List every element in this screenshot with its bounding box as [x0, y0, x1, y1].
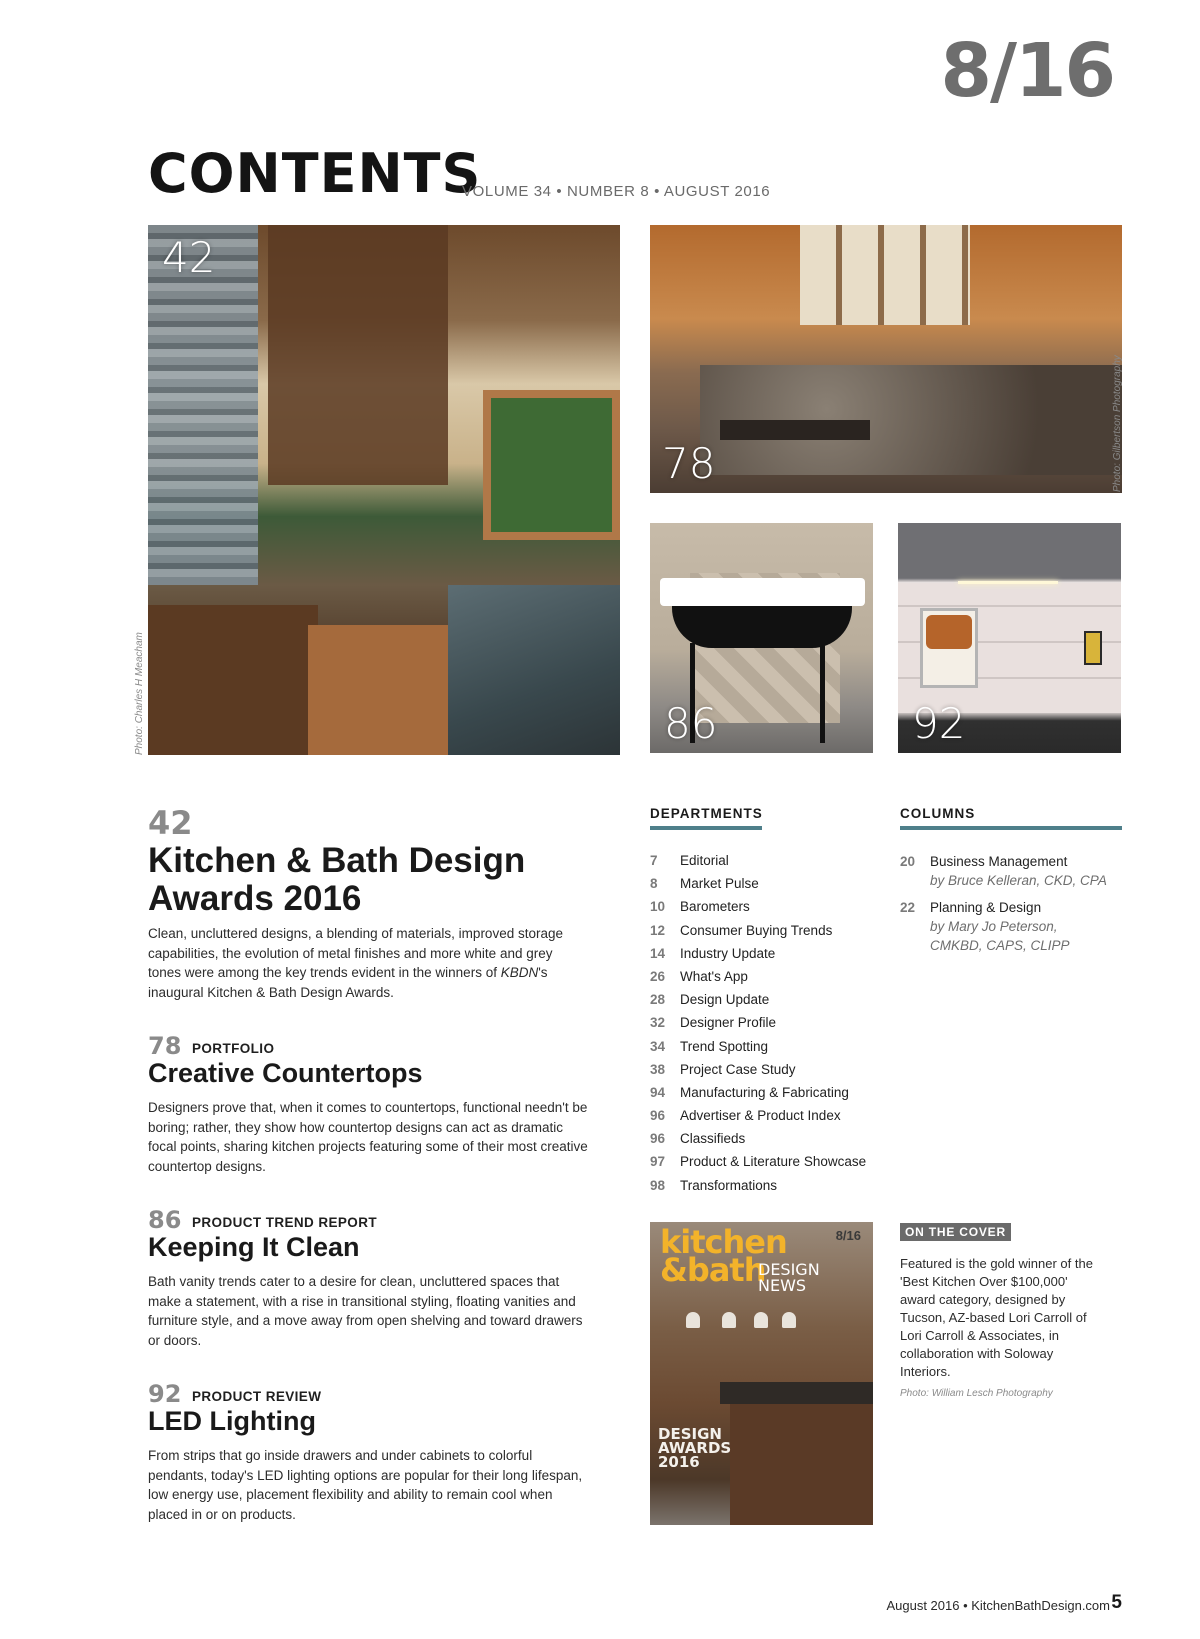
- cover-pendant: [722, 1312, 736, 1328]
- photo-drawers: [148, 605, 318, 755]
- feature-description: Clean, uncluttered designs, a blending of materials, improved storage capabilities, the evolution of metal finishes and more white and grey tones were among the key trends evident in the winners of KBDN's inaugural Kitchen & Bath Design Awards.: [148, 926, 563, 1000]
- photo-glass-cabinets: [800, 225, 970, 325]
- photo-page-number: 78: [662, 439, 716, 488]
- feature-kicker: PRODUCT TREND REPORT: [192, 1215, 378, 1230]
- photo-sink: [720, 420, 870, 440]
- photo-credit: Photo: Gilbertson Photography: [1112, 355, 1123, 492]
- photo-credit: Photo: Charles H Meacham: [134, 632, 145, 755]
- photo-cabinets: [268, 225, 448, 485]
- departments-rule: [650, 826, 762, 830]
- feature-page-number: 78: [148, 1032, 182, 1060]
- photo-creative-countertops[interactable]: [650, 225, 1122, 493]
- feature-page-number: 86: [148, 1206, 182, 1234]
- feature-title[interactable]: Keeping It Clean: [148, 1232, 360, 1262]
- cover-image[interactable]: [650, 1222, 873, 1525]
- feature-description: Bath vanity trends cater to a desire for clean, uncluttered spaces that make a statement, with a rise in transitional styling, floating vanities and furniture style, and a move away from open shelving and toward drawers or doors.: [148, 1274, 583, 1348]
- photo-page-number: 92: [912, 699, 966, 748]
- cover-pendant: [782, 1312, 796, 1328]
- feature-description: From strips that go inside drawers and under cabinets to colorful pendants, today's LED lighting options are popular for their long lifespan, low energy use, placement flexibility and ability to remain cool when placed in or on products.: [148, 1448, 583, 1522]
- columns-heading: COLUMNS: [900, 806, 976, 821]
- feature-kicker: PORTFOLIO: [192, 1041, 275, 1056]
- photo-tablet-screen: [926, 615, 972, 649]
- photo-bath-vanity[interactable]: [650, 523, 873, 753]
- column-item[interactable]: 20 Business Management by Bruce Kelleran, CKD, CPA: [900, 854, 1107, 888]
- photo-floor: [308, 625, 468, 755]
- photo-led-lighting[interactable]: [898, 523, 1121, 753]
- department-item[interactable]: 28 Design Update: [650, 992, 770, 1008]
- feature-description: Designers prove that, when it comes to countertops, functional needn't be boring; rather, they show how countertop designs can act as dramatic focal points, sharing kitchen projects featuring some of their most creative countertop designs.: [148, 1100, 588, 1174]
- department-item[interactable]: 38 Project Case Study: [650, 1061, 796, 1077]
- photo-vanity-leg: [820, 643, 825, 743]
- department-item[interactable]: 94 Manufacturing & Fabricating: [650, 1084, 849, 1100]
- cover-tag: ON THE COVER: [900, 1223, 1011, 1241]
- department-item[interactable]: 97 Product & Literature Showcase: [650, 1154, 867, 1170]
- feature-title[interactable]: LED Lighting: [148, 1406, 316, 1436]
- page-number: 5: [1111, 1592, 1122, 1613]
- cover-masthead-side: DESIGN NEWS: [758, 1260, 820, 1295]
- cover-awards: DESIGN AWARDS 2016: [658, 1425, 732, 1471]
- footer-text: August 2016 • KitchenBathDesign.com: [886, 1598, 1110, 1613]
- department-item[interactable]: 32 Designer Profile: [650, 1015, 777, 1031]
- feature-kicker: PRODUCT REVIEW: [192, 1389, 322, 1404]
- feature-title[interactable]: Kitchen & Bath Design Awards 2016: [148, 841, 526, 918]
- photo-vanity-body: [672, 603, 852, 648]
- department-item[interactable]: 34 Trend Spotting: [650, 1038, 769, 1054]
- cover-credit: Photo: William Lesch Photography: [900, 1388, 1053, 1399]
- department-item[interactable]: 26 What's App: [650, 968, 748, 984]
- photo-window: [483, 390, 620, 540]
- cover-masthead: kitchen &bath: [660, 1223, 787, 1289]
- issue-number: 8/16: [940, 28, 1114, 114]
- photo-page-number: 42: [162, 233, 216, 282]
- department-item[interactable]: 7 Editorial: [650, 853, 729, 868]
- department-item[interactable]: 98 Transformations: [650, 1177, 778, 1193]
- volume-line: VOLUME 34 • NUMBER 8 • AUGUST 2016: [462, 183, 771, 200]
- department-item[interactable]: 96 Advertiser & Product Index: [650, 1108, 841, 1124]
- department-item[interactable]: 10 Barometers: [650, 899, 750, 915]
- department-item[interactable]: 12 Consumer Buying Trends: [650, 922, 833, 938]
- photo-basin: [660, 578, 865, 606]
- page-title: CONTENTS: [148, 142, 482, 205]
- departments-heading: DEPARTMENTS: [650, 806, 763, 821]
- department-item[interactable]: 14 Industry Update: [650, 945, 776, 961]
- cover-island: [730, 1392, 873, 1525]
- column-item[interactable]: 22 Planning & Design by Mary Jo Peterson, CMKBD, CAPS, CLIPP: [900, 900, 1070, 953]
- feature-page-number: 92: [148, 1380, 182, 1408]
- photo-counter: [448, 585, 620, 755]
- photo-page-number: 86: [664, 699, 718, 748]
- photo-led-strip: [958, 581, 1058, 584]
- feature-page-number: 42: [148, 804, 193, 842]
- photo-phone: [1084, 631, 1102, 665]
- departments-list: [650, 849, 880, 1197]
- department-item[interactable]: 8 Market Pulse: [650, 876, 759, 892]
- cover-island-top: [720, 1382, 873, 1404]
- cover-pendant: [754, 1312, 768, 1328]
- cover-description: Featured is the gold winner of the 'Best Kitchen Over $100,000' award category, designed by Tucson, AZ-based Lori Carroll of Lori Carroll & Associates, in collaboration with Soloway Interiors.: [900, 1256, 1093, 1379]
- department-item[interactable]: 96 Classifieds: [650, 1131, 746, 1147]
- feature-title[interactable]: Creative Countertops: [148, 1058, 423, 1088]
- cover-pendant: [686, 1312, 700, 1328]
- cover-issue: 8/16: [835, 1228, 861, 1243]
- photo-kitchen-design-awards[interactable]: [148, 225, 620, 755]
- columns-rule: [900, 826, 1122, 830]
